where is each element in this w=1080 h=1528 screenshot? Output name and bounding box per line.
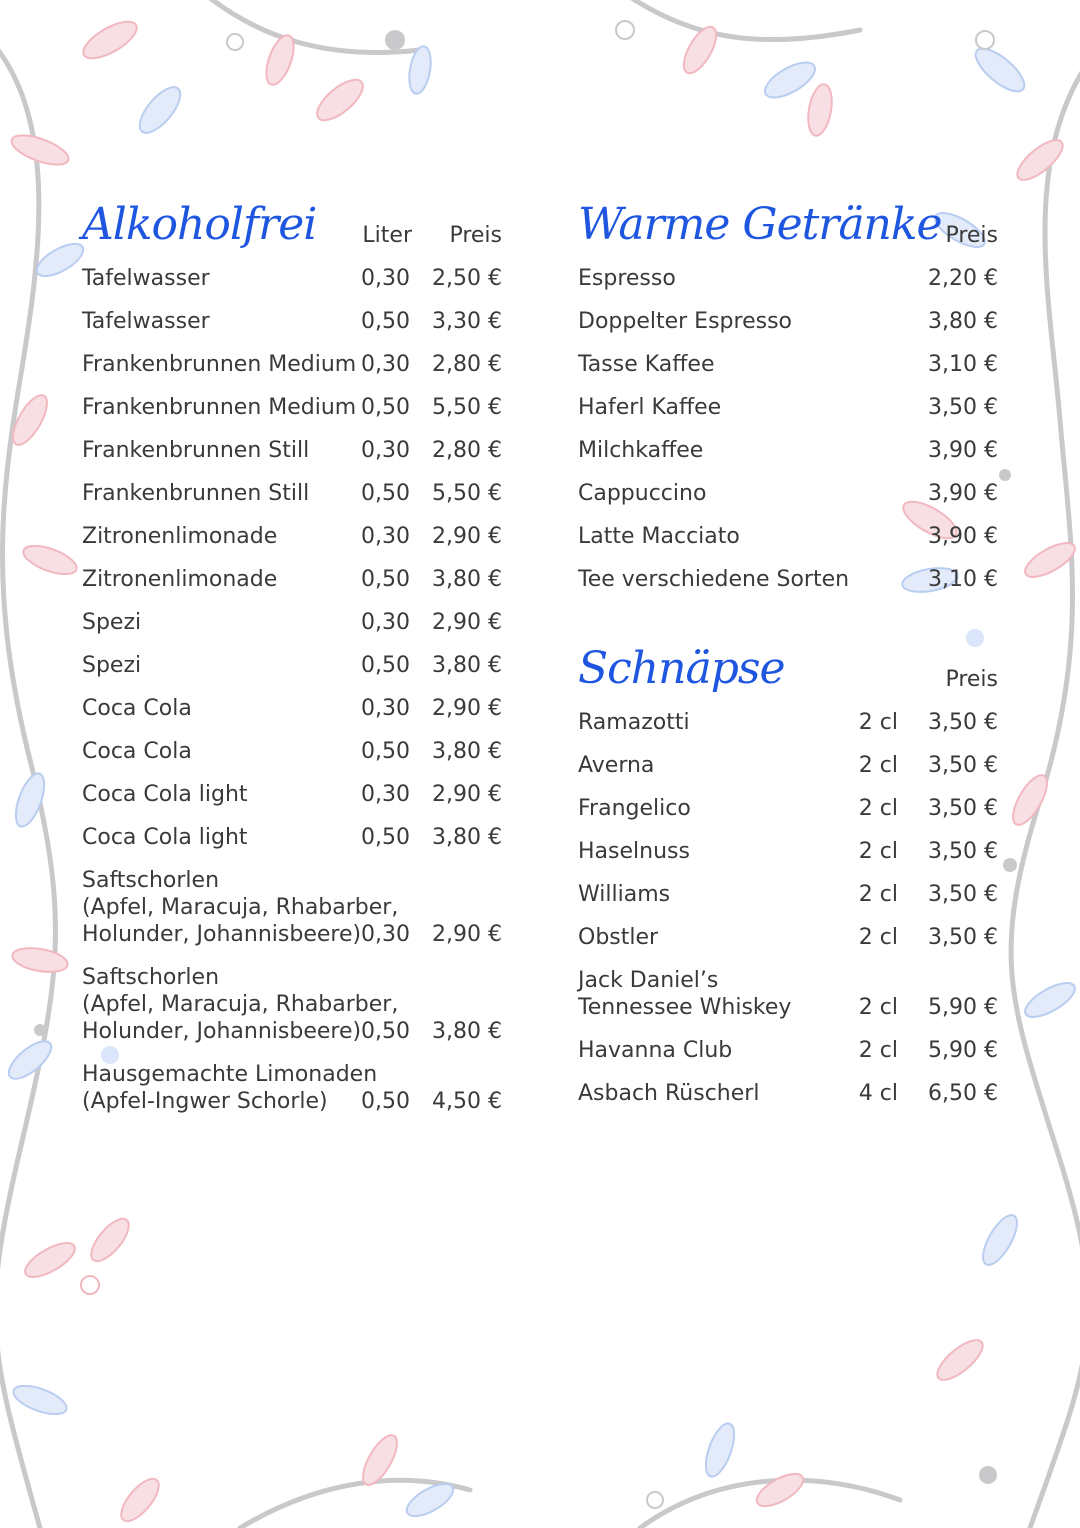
item-preis: 5,90 € — [928, 995, 998, 1020]
item-preis: 5,90 € — [928, 1038, 998, 1063]
item-liter: 0,30 — [361, 352, 410, 377]
item-preis: 5,50 € — [432, 481, 502, 506]
item-name: Espresso — [578, 266, 676, 291]
item-name: Coca Cola — [82, 739, 192, 764]
menu-item — [82, 1061, 502, 1131]
item-preis: 3,80 € — [432, 1019, 502, 1044]
alkoholfrei-list — [82, 265, 502, 1131]
item-name: Coca Cola light — [82, 825, 248, 850]
item-menge: 4 cl — [858, 1081, 898, 1106]
item-preis: 3,80 € — [432, 825, 502, 850]
schnaepse-list — [578, 709, 998, 1123]
item-liter: 0,30 — [361, 610, 410, 635]
menu-item — [82, 394, 502, 437]
item-name: Havanna Club — [578, 1038, 733, 1063]
item-liter: 0,50 — [361, 1019, 410, 1044]
item-name: Frankenbrunnen Still — [82, 481, 310, 506]
item-menge: 2 cl — [858, 753, 898, 778]
item-name: Spezi — [82, 653, 142, 678]
warme-getraenke-header — [578, 195, 998, 265]
menu-item — [82, 566, 502, 609]
menu-item — [578, 1037, 998, 1080]
item-preis: 3,90 € — [928, 481, 998, 506]
item-preis: 5,50 € — [432, 395, 502, 420]
item-preis: 3,50 € — [928, 753, 998, 778]
item-preis: 3,30 € — [432, 309, 502, 334]
item-name: Haferl Kaffee — [578, 395, 722, 420]
menu-item — [578, 480, 998, 523]
item-name: Saftschorlen (Apfel, Maracuja, Rhabarber, Holunder, Johannisbeere) — [82, 965, 399, 1044]
menu-item — [578, 795, 998, 838]
item-name: Tafelwasser — [82, 309, 210, 334]
item-preis: 2,90 € — [432, 610, 502, 635]
item-name: Zitronenlimonade — [82, 524, 278, 549]
item-preis: 3,50 € — [928, 395, 998, 420]
menu-item — [82, 738, 502, 781]
menu-item — [578, 752, 998, 795]
item-liter: 0,50 — [361, 1089, 410, 1114]
item-preis: 2,50 € — [432, 266, 502, 291]
menu-item — [578, 1080, 998, 1123]
alkoholfrei-section — [82, 195, 502, 1131]
preis-column-header: Preis — [449, 223, 502, 248]
alkoholfrei-title: Alkoholfrei — [82, 199, 317, 250]
item-preis: 2,90 € — [432, 524, 502, 549]
item-preis: 3,50 € — [928, 796, 998, 821]
preis-column-header: Preis — [945, 223, 998, 248]
menu-item — [578, 394, 998, 437]
item-liter: 0,30 — [361, 782, 410, 807]
warme-getraenke-title: Warme Getränke — [578, 199, 942, 250]
item-liter: 0,50 — [361, 825, 410, 850]
item-name: Spezi — [82, 610, 142, 635]
item-liter: 0,30 — [361, 524, 410, 549]
item-menge: 2 cl — [858, 925, 898, 950]
warme-getraenke-list — [578, 265, 998, 609]
item-liter: 0,50 — [361, 567, 410, 592]
item-menge: 2 cl — [858, 1038, 898, 1063]
item-menge: 2 cl — [858, 710, 898, 735]
menu-item — [578, 709, 998, 752]
item-name: Cappuccino — [578, 481, 707, 506]
item-name: Haselnuss — [578, 839, 690, 864]
item-preis: 3,80 € — [432, 739, 502, 764]
item-liter: 0,50 — [361, 481, 410, 506]
item-preis: 2,90 € — [432, 696, 502, 721]
item-name: Latte Macciato — [578, 524, 740, 549]
item-menge: 2 cl — [858, 839, 898, 864]
menu-item — [578, 523, 998, 566]
item-menge: 2 cl — [858, 995, 898, 1020]
item-name: Obstler — [578, 925, 659, 950]
item-preis: 3,50 € — [928, 882, 998, 907]
item-name: Frankenbrunnen Still — [82, 438, 310, 463]
schnaepse-title: Schnäpse — [578, 643, 785, 694]
item-preis: 2,80 € — [432, 438, 502, 463]
alkoholfrei-header — [82, 195, 502, 265]
item-preis: 3,90 € — [928, 524, 998, 549]
menu-item — [82, 652, 502, 695]
item-liter: 0,50 — [361, 309, 410, 334]
item-preis: 2,90 € — [432, 782, 502, 807]
menu-item — [578, 265, 998, 308]
item-preis: 3,90 € — [928, 438, 998, 463]
item-name: Zitronenlimonade — [82, 567, 278, 592]
menu-item — [578, 967, 998, 1037]
menu-item — [82, 964, 502, 1061]
item-preis: 2,20 € — [928, 266, 998, 291]
item-name: Saftschorlen (Apfel, Maracuja, Rhabarber, Holunder, Johannisbeere) — [82, 868, 399, 947]
item-preis: 4,50 € — [432, 1089, 502, 1114]
menu-item — [578, 881, 998, 924]
item-name: Ramazotti — [578, 710, 690, 735]
item-name: Jack Daniel’s Tennessee Whiskey — [578, 968, 792, 1020]
item-name: Milchkaffee — [578, 438, 704, 463]
item-liter: 0,30 — [361, 922, 410, 947]
item-name: Frankenbrunnen Medium — [82, 352, 357, 377]
item-name: Tee verschiedene Sorten — [578, 567, 850, 592]
item-name: Asbach Rüscherl — [578, 1081, 760, 1106]
item-preis: 3,10 € — [928, 352, 998, 377]
item-preis: 3,50 € — [928, 925, 998, 950]
schnaepse-header — [578, 639, 998, 709]
warme-getraenke-section — [578, 195, 998, 1123]
item-name: Williams — [578, 882, 671, 907]
item-liter: 0,50 — [361, 653, 410, 678]
item-name: Tafelwasser — [82, 266, 210, 291]
item-preis: 2,90 € — [432, 922, 502, 947]
menu-item — [578, 308, 998, 351]
item-preis: 3,10 € — [928, 567, 998, 592]
item-name: Tasse Kaffee — [578, 352, 715, 377]
menu-item — [82, 308, 502, 351]
item-preis: 2,80 € — [432, 352, 502, 377]
menu-item — [578, 351, 998, 394]
preis-column-header: Preis — [945, 667, 998, 692]
item-liter: 0,50 — [361, 395, 410, 420]
item-liter: 0,30 — [361, 266, 410, 291]
item-liter: 0,50 — [361, 739, 410, 764]
menu-item — [82, 265, 502, 308]
menu-item — [578, 566, 998, 609]
item-menge: 2 cl — [858, 796, 898, 821]
item-name: Averna — [578, 753, 655, 778]
menu-item — [578, 924, 998, 967]
menu-item — [82, 824, 502, 867]
menu-item — [82, 523, 502, 566]
menu-item — [578, 437, 998, 480]
item-menge: 2 cl — [858, 882, 898, 907]
menu-item — [82, 351, 502, 394]
item-name: Coca Cola light — [82, 782, 248, 807]
item-liter: 0,30 — [361, 696, 410, 721]
menu-item — [82, 695, 502, 738]
item-preis: 3,80 € — [432, 567, 502, 592]
item-name: Frangelico — [578, 796, 691, 821]
menu-item — [82, 609, 502, 652]
liter-column-header: Liter — [362, 223, 412, 248]
item-name: Coca Cola — [82, 696, 192, 721]
item-liter: 0,30 — [361, 438, 410, 463]
item-name: Frankenbrunnen Medium — [82, 395, 357, 420]
menu-item — [82, 480, 502, 523]
menu-item — [82, 781, 502, 824]
item-name: Hausgemachte Limonaden (Apfel-Ingwer Schorle) — [82, 1062, 378, 1114]
menu-item — [578, 838, 998, 881]
item-preis: 3,80 € — [928, 309, 998, 334]
item-preis: 3,50 € — [928, 710, 998, 735]
item-preis: 3,80 € — [432, 653, 502, 678]
item-preis: 6,50 € — [928, 1081, 998, 1106]
menu-item — [82, 437, 502, 480]
item-preis: 3,50 € — [928, 839, 998, 864]
item-name: Doppelter Espresso — [578, 309, 792, 334]
menu-item — [82, 867, 502, 964]
